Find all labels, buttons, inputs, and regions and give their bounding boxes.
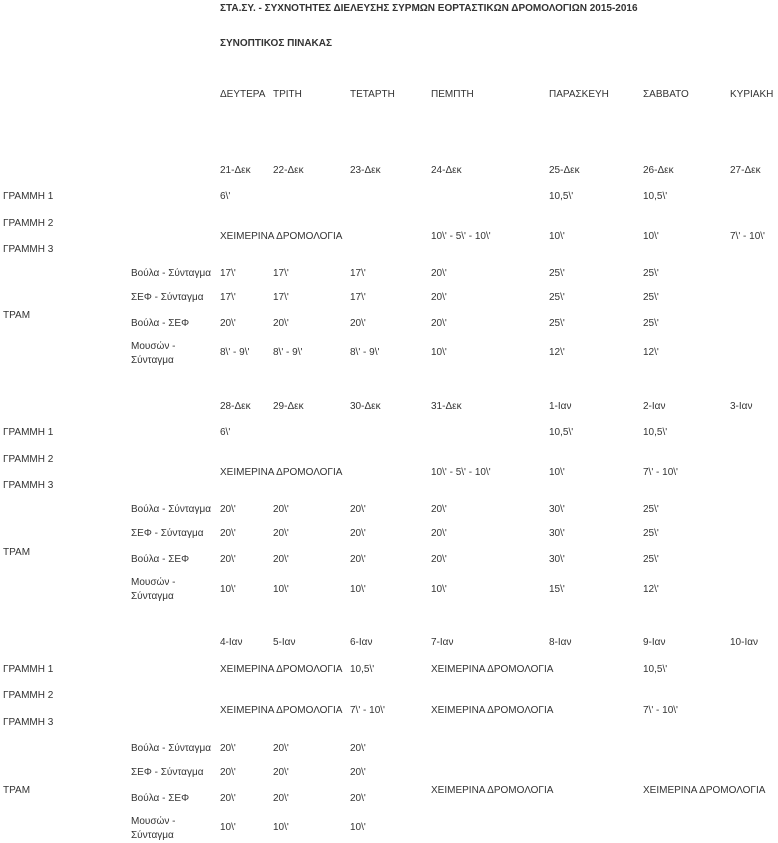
value-cell: 20\' xyxy=(273,793,289,804)
tram-label: ΤΡΑΜ xyxy=(3,547,31,558)
value-cell: ΧΕΙΜΕΡΙΝΑ ΔΡΟΜΟΛΟΓΙΑ xyxy=(220,467,343,478)
date-cell: 9-Ιαν xyxy=(643,637,666,648)
value-cell: 20\' xyxy=(220,793,236,804)
date-cell: 24-Δεκ xyxy=(431,165,462,176)
value-cell: 25\' xyxy=(643,318,659,329)
value-cell: 17\' xyxy=(350,292,366,303)
value-cell: 20\' xyxy=(350,767,366,778)
value-cell: 20\' xyxy=(431,504,447,515)
value-cell: 12\' xyxy=(643,347,659,358)
value-cell: 10,5\' xyxy=(643,427,668,438)
value-cell: 30\' xyxy=(549,504,565,515)
date-cell: 6-Ιαν xyxy=(350,637,373,648)
date-cell: 30-Δεκ xyxy=(350,401,381,412)
value-cell: 10\' xyxy=(273,822,289,833)
value-cell: ΧΕΙΜΕΡΙΝΑ ΔΡΟΜΟΛΟΓΙΑ xyxy=(220,705,343,716)
value-cell: 10\' xyxy=(220,584,236,595)
value-cell: 12\' xyxy=(549,347,565,358)
value-cell: 7\' - 10\' xyxy=(643,705,678,716)
value-cell: 7\' - 10\' xyxy=(350,705,385,716)
value-cell: 20\' xyxy=(350,793,366,804)
day-header: ΤΕΤΑΡΤΗ xyxy=(350,89,395,100)
value-cell: 10\' xyxy=(350,822,366,833)
value-cell: 20\' xyxy=(220,504,236,515)
tram-label: ΤΡΑΜ xyxy=(3,785,31,796)
day-header: ΠΑΡΑΣΚΕΥΗ xyxy=(549,89,609,100)
value-cell: 25\' xyxy=(643,504,659,515)
value-cell: 25\' xyxy=(549,318,565,329)
value-cell: 17\' xyxy=(273,268,289,279)
date-cell: 2-Ιαν xyxy=(643,401,666,412)
date-cell: 5-Ιαν xyxy=(273,637,296,648)
value-cell: 20\' xyxy=(350,318,366,329)
value-cell: 8\' - 9\' xyxy=(220,347,250,358)
value-cell: 20\' xyxy=(220,528,236,539)
day-header: ΠΕΜΠΤΗ xyxy=(431,89,474,100)
value-cell: 20\' xyxy=(273,743,289,754)
date-cell: 3-Ιαν xyxy=(730,401,753,412)
value-cell: 25\' xyxy=(643,268,659,279)
value-cell: 25\' xyxy=(643,528,659,539)
line-label-3: ΓΡΑΜΜΗ 3 xyxy=(3,480,54,491)
date-cell: 23-Δεκ xyxy=(350,165,381,176)
line-label-1: ΓΡΑΜΜΗ 1 xyxy=(3,191,54,202)
value-cell: 7\' - 10\' xyxy=(730,231,765,242)
value-cell: ΧΕΙΜΕΡΙΝΑ ΔΡΟΜΟΛΟΓΙΑ xyxy=(431,705,554,716)
value-cell: 10\' - 5\' - 10\' xyxy=(431,231,491,242)
value-cell: 15\' xyxy=(549,584,565,595)
route-label: Μουσών - Σύνταγμα xyxy=(131,341,176,366)
value-cell: 20\' xyxy=(220,318,236,329)
date-cell: 25-Δεκ xyxy=(549,165,580,176)
value-cell: 10\' xyxy=(431,584,447,595)
date-cell: 1-Ιαν xyxy=(549,401,572,412)
day-header: ΔΕΥΤΕΡΑ xyxy=(220,89,266,100)
value-cell: 20\' xyxy=(350,743,366,754)
value-cell: 10\' xyxy=(220,822,236,833)
value-cell: 20\' xyxy=(220,743,236,754)
date-cell: 27-Δεκ xyxy=(730,165,761,176)
value-cell: 20\' xyxy=(273,554,289,565)
value-cell: 25\' xyxy=(643,554,659,565)
value-cell: 20\' xyxy=(431,292,447,303)
value-cell: 25\' xyxy=(643,292,659,303)
value-cell: 7\' - 10\' xyxy=(643,467,678,478)
value-cell: 20\' xyxy=(273,767,289,778)
value-cell: ΧΕΙΜΕΡΙΝΑ ΔΡΟΜΟΛΟΓΙΑ xyxy=(220,231,343,242)
date-cell: 10-Ιαν xyxy=(730,637,759,648)
route-label: ΣΕΦ - Σύνταγμα xyxy=(131,767,204,778)
line-label-3: ΓΡΑΜΜΗ 3 xyxy=(3,244,54,255)
value-cell: 20\' xyxy=(273,504,289,515)
day-header: ΚΥΡΙΑΚΗ xyxy=(730,89,774,100)
route-label: Βούλα - Σύνταγμα xyxy=(131,268,211,279)
value-cell: 20\' xyxy=(220,767,236,778)
value-cell: 20\' xyxy=(273,318,289,329)
date-cell: 21-Δεκ xyxy=(220,165,251,176)
value-cell: 20\' xyxy=(273,528,289,539)
route-label: Μουσών - Σύνταγμα xyxy=(131,577,176,602)
line-label-2: ΓΡΑΜΜΗ 2 xyxy=(3,218,54,229)
value-cell: 10\' - 5\' - 10\' xyxy=(431,467,491,478)
route-label: Βούλα - ΣΕΦ xyxy=(131,318,190,329)
value-cell: 17\' xyxy=(220,292,236,303)
value-cell: ΧΕΙΜΕΡΙΝΑ ΔΡΟΜΟΛΟΓΙΑ xyxy=(431,785,554,796)
line-label-1: ΓΡΑΜΜΗ 1 xyxy=(3,427,54,438)
value-cell: ΧΕΙΜΕΡΙΝΑ ΔΡΟΜΟΛΟΓΙΑ xyxy=(431,664,554,675)
value-cell: 10\' xyxy=(431,347,447,358)
value-cell: 20\' xyxy=(431,318,447,329)
value-cell: 10\' xyxy=(350,584,366,595)
value-cell: 10\' xyxy=(273,584,289,595)
value-cell: 17\' xyxy=(220,268,236,279)
value-cell: 8\' - 9\' xyxy=(350,347,380,358)
page-title: ΣΤΑ.ΣΥ. - ΣΥΧΝΟΤΗΤΕΣ ΔΙΕΛΕΥΣΗΣ ΣΥΡΜΩΝ ΕΟΡΤΑΣΤΙΚΩΝ ΔΡΟΜΟΛΟΓΙΩΝ 2015-2016 xyxy=(220,3,638,14)
value-cell: 10,5\' xyxy=(549,191,574,202)
value-cell: 25\' xyxy=(549,292,565,303)
line-label-2: ΓΡΑΜΜΗ 2 xyxy=(3,454,54,465)
value-cell: 20\' xyxy=(431,268,447,279)
value-cell: 20\' xyxy=(431,528,447,539)
value-cell: 10,5\' xyxy=(549,427,574,438)
line-label-3: ΓΡΑΜΜΗ 3 xyxy=(3,717,54,728)
date-cell: 7-Ιαν xyxy=(431,637,454,648)
value-cell: 10,5\' xyxy=(350,664,375,675)
value-cell: 10\' xyxy=(549,231,565,242)
value-cell: 20\' xyxy=(350,554,366,565)
day-header: ΤΡΙΤΗ xyxy=(273,89,302,100)
line-label-2: ΓΡΑΜΜΗ 2 xyxy=(3,690,54,701)
date-cell: 4-Ιαν xyxy=(220,637,243,648)
page-subtitle: ΣΥΝΟΠΤΙΚΟΣ ΠΙΝΑΚΑΣ xyxy=(220,38,332,49)
date-cell: 28-Δεκ xyxy=(220,401,251,412)
value-cell: 25\' xyxy=(549,268,565,279)
value-cell: ΧΕΙΜΕΡΙΝΑ ΔΡΟΜΟΛΟΓΙΑ xyxy=(643,785,766,796)
route-label: ΣΕΦ - Σύνταγμα xyxy=(131,528,204,539)
value-cell: 10\' xyxy=(643,231,659,242)
route-label: Βούλα - ΣΕΦ xyxy=(131,793,190,804)
date-cell: 26-Δεκ xyxy=(643,165,674,176)
value-cell: 30\' xyxy=(549,554,565,565)
value-cell: 10,5\' xyxy=(643,191,668,202)
value-cell: 20\' xyxy=(220,554,236,565)
tram-label: ΤΡΑΜ xyxy=(3,310,31,321)
route-label: ΣΕΦ - Σύνταγμα xyxy=(131,292,204,303)
value-cell: 6\' xyxy=(220,427,231,438)
value-cell: 17\' xyxy=(350,268,366,279)
route-label: Βούλα - Σύνταγμα xyxy=(131,504,211,515)
value-cell: ΧΕΙΜΕΡΙΝΑ ΔΡΟΜΟΛΟΓΙΑ xyxy=(220,664,343,675)
value-cell: 20\' xyxy=(350,528,366,539)
value-cell: 8\' - 9\' xyxy=(273,347,303,358)
value-cell: 30\' xyxy=(549,528,565,539)
value-cell: 6\' xyxy=(220,191,231,202)
date-cell: 8-Ιαν xyxy=(549,637,572,648)
value-cell: 12\' xyxy=(643,584,659,595)
day-header: ΣΑΒΒΑΤΟ xyxy=(643,89,689,100)
route-label: Βούλα - Σύνταγμα xyxy=(131,743,211,754)
value-cell: 20\' xyxy=(431,554,447,565)
route-label: Βούλα - ΣΕΦ xyxy=(131,554,190,565)
value-cell: 10\' xyxy=(549,467,565,478)
date-cell: 29-Δεκ xyxy=(273,401,304,412)
value-cell: 20\' xyxy=(350,504,366,515)
date-cell: 22-Δεκ xyxy=(273,165,304,176)
value-cell: 17\' xyxy=(273,292,289,303)
route-label: Μουσών - Σύνταγμα xyxy=(131,816,176,841)
value-cell: 10,5\' xyxy=(643,664,668,675)
date-cell: 31-Δεκ xyxy=(431,401,462,412)
line-label-1: ΓΡΑΜΜΗ 1 xyxy=(3,664,54,675)
